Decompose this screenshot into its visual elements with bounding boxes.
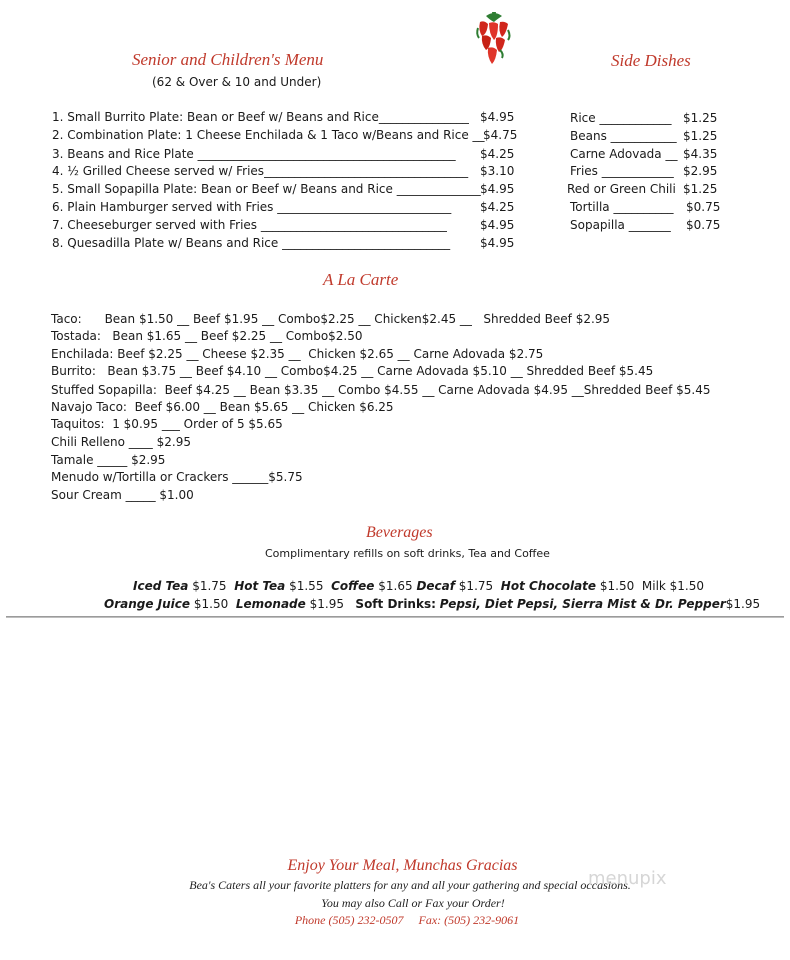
senior-menu-subtitle: (62 & Over & 10 and Under) (152, 75, 322, 89)
list-item-price: $4.75 (483, 128, 518, 142)
section-divider (6, 616, 784, 618)
beverages-row-2 (104, 597, 760, 611)
footer-line-2: You may also Call or Fax your Order! (321, 896, 505, 910)
beverage-name: Hot Tea (234, 579, 286, 593)
list-item: 8. Quesadilla Plate w/ Beans and Rice ____________________________ (52, 236, 451, 250)
beverages-note: Complimentary refills on soft drinks, Tea and Coffee (265, 547, 550, 560)
footer-line-1: Bea's Caters all your favorite platters for any and all your gathering and special occasions. (189, 878, 631, 892)
list-item: Burrito: Bean $3.75 __ Beef $4.10 __ Combo$4.25 __ Carne Adovada $5.10 __ Shredded Beef $5.45 (51, 364, 654, 378)
list-item: 1. Small Burrito Plate: Bean or Beef w/ Beans and Rice_______________ (52, 110, 469, 124)
list-item: Taco: Bean $1.50 __ Beef $1.95 __ Combo$2.25 __ Chicken$2.45 __ Shredded Beef $2.95 (51, 312, 611, 326)
soft-drinks-names: Pepsi, Diet Pepsi, Sierra Mist & Dr. Pepper (439, 597, 726, 611)
list-item-price: $4.95 (480, 110, 515, 124)
beverages-row-1 (133, 579, 704, 593)
side-dish-price: $1.25 (683, 129, 718, 143)
list-item: Taquitos: 1 $0.95 ___ Order of 5 $5.65 (51, 417, 283, 431)
list-item: 6. Plain Hamburger served with Fries _____________________________ (52, 200, 452, 214)
side-dish-name: Tortilla __________ (570, 200, 674, 214)
side-dish-name: Rice ____________ (570, 111, 672, 125)
beverage-name: Orange Juice (104, 597, 191, 611)
beverage-milk: Milk $1.50 (641, 579, 705, 593)
list-item: 5. Small Sopapilla Plate: Bean or Beef w/ Beans and Rice ______________ (52, 182, 481, 196)
footer-contact (0, 913, 790, 928)
beverage-name: Iced Tea (133, 579, 189, 593)
side-dish-price: $1.25 (683, 111, 718, 125)
beverage-price: $1.50 (193, 597, 229, 611)
a-la-carte-title: A La Carte (323, 270, 399, 289)
beverage-name: Lemonade (235, 597, 306, 611)
list-item: Navajo Taco: Beef $6.00 __ Bean $5.65 __ Chicken $6.25 (51, 400, 394, 414)
list-item: Tamale _____ $2.95 (51, 453, 166, 467)
beverage-price: $1.75 (458, 579, 494, 593)
side-dish-name: Beans ___________ (570, 129, 677, 143)
list-item: Menudo w/Tortilla or Crackers ______$5.75 (51, 470, 303, 484)
beverage-price: $1.65 (378, 579, 413, 593)
list-item: 4. ½ Grilled Cheese served w/ Fries__________________________________ (52, 164, 469, 178)
side-dish-price: $4.35 (683, 147, 718, 161)
beverage-name: Decaf (416, 579, 455, 593)
beverage-name: Hot Chocolate (500, 579, 597, 593)
side-dish-name: Fries ____________ (570, 164, 674, 178)
beverage-price: $1.75 (192, 579, 227, 593)
side-dish-price: $2.95 (683, 164, 718, 178)
beverage-price: $1.95 (309, 597, 344, 611)
list-item: 7. Cheeseburger served with Fries _______________________________ (52, 218, 447, 232)
watermark: menupix (588, 868, 667, 889)
list-item-price: $4.95 (480, 182, 515, 196)
side-dishes-title: Side Dishes (611, 51, 691, 70)
list-item-price: $3.10 (480, 164, 515, 178)
side-dish-price: $0.75 (686, 218, 721, 232)
list-item: Chili Relleno ____ $2.95 (51, 435, 191, 449)
list-item: Enchilada: Beef $2.25 __ Cheese $2.35 __ Chicken $2.65 __ Carne Adovada $2.75 (51, 347, 544, 361)
list-item-price: $4.25 (480, 200, 515, 214)
beverages-title: Beverages (366, 524, 433, 541)
soft-drinks-label: Soft Drinks: (355, 597, 436, 611)
side-dish-name: Red or Green Chili (567, 182, 676, 196)
list-item-price: $4.25 (480, 147, 515, 161)
chili-ristra-icon (472, 10, 516, 68)
soft-drinks-price: $1.95 (725, 597, 761, 611)
side-dish-price: $1.25 (683, 182, 718, 196)
side-dish-name: Sopapilla _______ (570, 218, 671, 232)
list-item-price: $4.95 (480, 236, 515, 250)
footer-headline: Enjoy Your Meal, Munchas Gracias (287, 857, 518, 874)
list-item: Tostada: Bean $1.65 __ Beef $2.25 __ Combo$2.50 (51, 329, 363, 343)
beverage-name: Coffee (331, 579, 375, 593)
footer-phone: Phone (505) 232-0507 (294, 913, 404, 927)
list-item: 3. Beans and Rice Plate ___________________________________________ (52, 147, 456, 161)
side-dish-name: Carne Adovada __ (570, 147, 678, 161)
beverage-price: $1.55 (289, 579, 324, 593)
list-item-price: $4.95 (480, 218, 515, 232)
side-dish-price: $0.75 (686, 200, 721, 214)
list-item: 2. Combination Plate: 1 Cheese Enchilada & 1 Taco w/Beans and Rice __ (52, 128, 485, 142)
beverage-price: $1.50 (599, 579, 635, 593)
list-item: Stuffed Sopapilla: Beef $4.25 __ Bean $3.35 __ Combo $4.55 __ Carne Adovada $4.95 __Shredded Beef $5.45 (51, 383, 711, 397)
list-item: Sour Cream _____ $1.00 (51, 488, 194, 502)
senior-menu-title: Senior and Children's Menu (132, 50, 324, 69)
footer-fax: Fax: (505) 232-9061 (418, 913, 520, 927)
